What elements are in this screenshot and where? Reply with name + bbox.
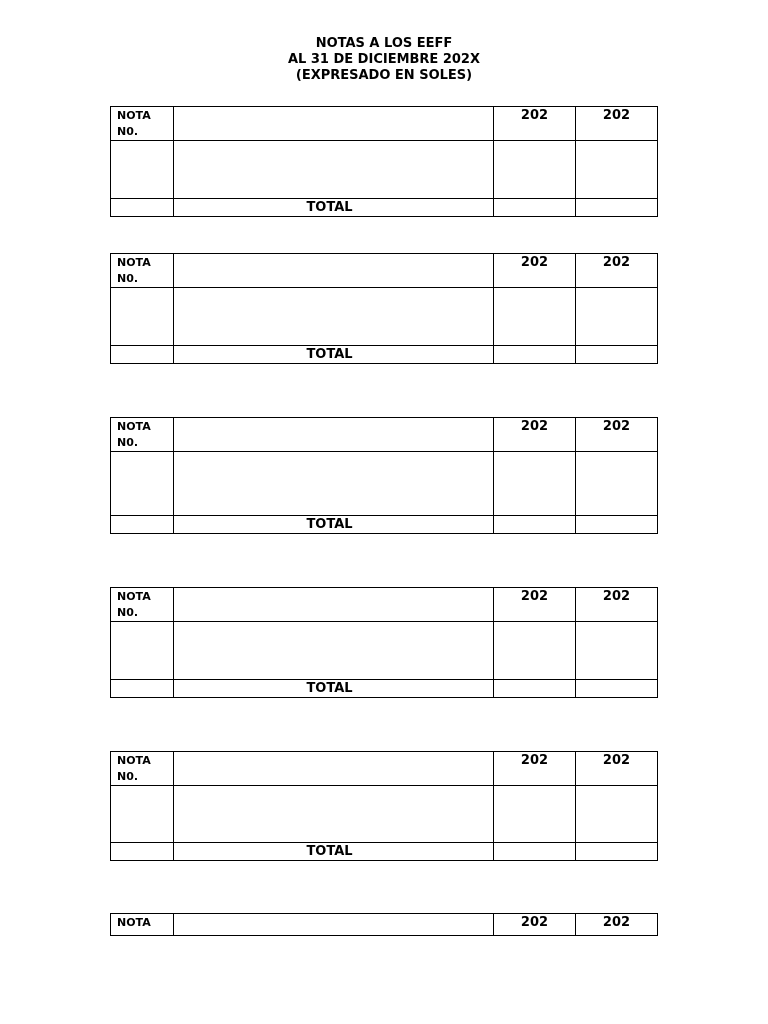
total-value-b[interactable] xyxy=(576,680,658,698)
year-header-a: 202 xyxy=(494,418,576,452)
note-body-cell[interactable] xyxy=(576,622,658,680)
year-header-b: 202 xyxy=(576,752,658,786)
note-body-cell[interactable] xyxy=(576,141,658,199)
note-label: NOTA N0. xyxy=(111,418,174,452)
note-body-cell[interactable] xyxy=(111,622,174,680)
total-row-cell[interactable] xyxy=(111,843,174,861)
total-label: TOTAL xyxy=(174,843,494,861)
year-header-b: 202 xyxy=(576,254,658,288)
total-value-b[interactable] xyxy=(576,199,658,217)
year-header-a: 202 xyxy=(494,752,576,786)
note-table xyxy=(110,417,658,534)
total-label: TOTAL xyxy=(174,516,494,534)
note-body-cell[interactable] xyxy=(576,786,658,843)
total-value-a[interactable] xyxy=(494,843,576,861)
year-header-a: 202 xyxy=(494,914,576,936)
note-label: NOTA N0. xyxy=(111,107,174,141)
document-title xyxy=(0,36,768,84)
note-body-cell[interactable] xyxy=(174,786,494,843)
note-body-cell[interactable] xyxy=(111,288,174,346)
year-header-b: 202 xyxy=(576,588,658,622)
total-row-cell[interactable] xyxy=(111,346,174,364)
note-label: NOTA N0. xyxy=(111,752,174,786)
note-table xyxy=(110,913,658,936)
note-body-cell[interactable] xyxy=(494,622,576,680)
note-label: NOTA N0. xyxy=(111,588,174,622)
note-table xyxy=(110,751,658,861)
year-header-a: 202 xyxy=(494,254,576,288)
note-body-cell[interactable] xyxy=(576,288,658,346)
note-body-cell[interactable] xyxy=(174,288,494,346)
total-value-a[interactable] xyxy=(494,680,576,698)
total-value-b[interactable] xyxy=(576,346,658,364)
note-description-header[interactable] xyxy=(174,588,494,622)
note-body-cell[interactable] xyxy=(174,622,494,680)
year-header-b: 202 xyxy=(576,914,658,936)
total-row-cell[interactable] xyxy=(111,199,174,217)
year-header-a: 202 xyxy=(494,107,576,141)
note-description-header[interactable] xyxy=(174,418,494,452)
note-description-header[interactable] xyxy=(174,107,494,141)
note-label: NOTA N0. xyxy=(111,254,174,288)
note-label: NOTA xyxy=(111,914,174,936)
note-body-cell[interactable] xyxy=(494,288,576,346)
note-table xyxy=(110,106,658,217)
total-value-b[interactable] xyxy=(576,516,658,534)
total-row-cell[interactable] xyxy=(111,516,174,534)
year-header-a: 202 xyxy=(494,588,576,622)
note-body-cell[interactable] xyxy=(111,141,174,199)
note-table xyxy=(110,253,658,364)
total-row-cell[interactable] xyxy=(111,680,174,698)
total-label: TOTAL xyxy=(174,346,494,364)
total-value-a[interactable] xyxy=(494,346,576,364)
total-value-a[interactable] xyxy=(494,516,576,534)
note-table xyxy=(110,587,658,698)
title-line-1: NOTAS A LOS EEFF xyxy=(315,36,453,51)
total-label: TOTAL xyxy=(174,199,494,217)
year-header-b: 202 xyxy=(576,418,658,452)
note-body-cell[interactable] xyxy=(174,141,494,199)
note-description-header[interactable] xyxy=(174,254,494,288)
note-body-cell[interactable] xyxy=(494,786,576,843)
note-body-cell[interactable] xyxy=(576,452,658,516)
note-body-cell[interactable] xyxy=(494,452,576,516)
note-body-cell[interactable] xyxy=(174,452,494,516)
total-value-a[interactable] xyxy=(494,199,576,217)
title-line-2: AL 31 DE DICIEMBRE 202X xyxy=(288,52,480,67)
note-description-header[interactable] xyxy=(174,752,494,786)
title-line-3: (EXPRESADO EN SOLES) xyxy=(295,68,473,83)
note-body-cell[interactable] xyxy=(111,452,174,516)
total-label: TOTAL xyxy=(174,680,494,698)
note-body-cell[interactable] xyxy=(494,141,576,199)
year-header-b: 202 xyxy=(576,107,658,141)
total-value-b[interactable] xyxy=(576,843,658,861)
note-body-cell[interactable] xyxy=(111,786,174,843)
note-description-header[interactable] xyxy=(174,914,494,936)
